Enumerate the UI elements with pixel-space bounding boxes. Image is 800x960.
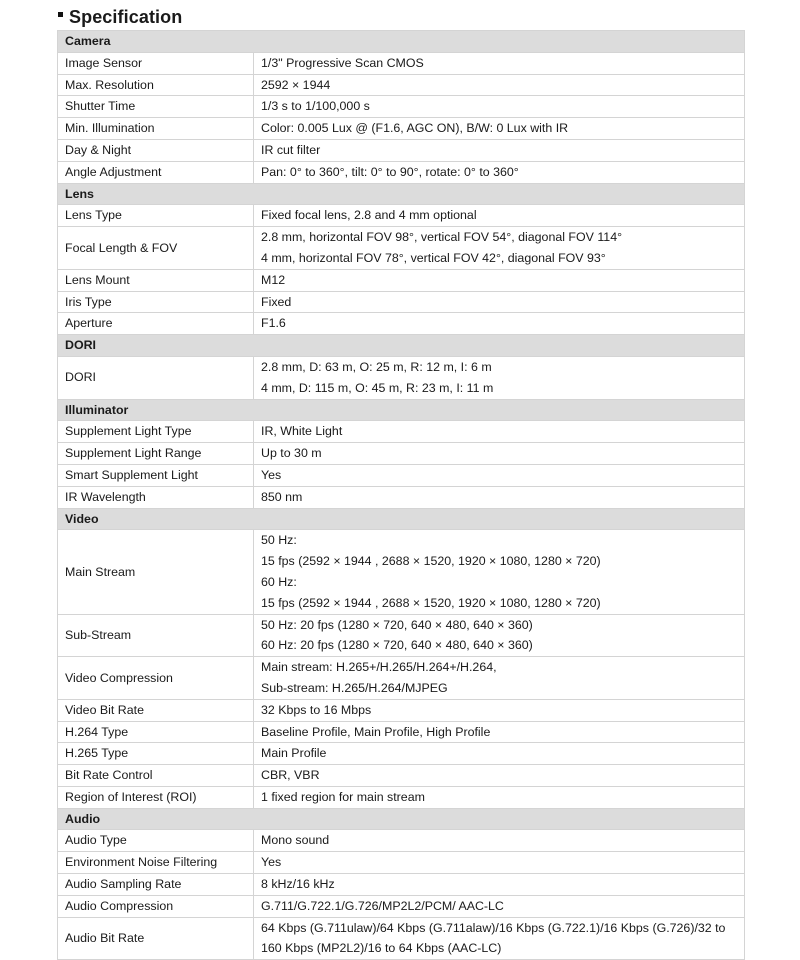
spec-value-line: IR, White Light [261, 424, 343, 439]
table-row [58, 313, 745, 335]
section-title: Lens [58, 183, 745, 205]
table-row [58, 291, 745, 313]
spec-value-line: Main stream: H.265+/H.265/H.264+/H.264, [261, 660, 497, 675]
table-row [58, 830, 745, 852]
spec-value [254, 743, 745, 765]
spec-label: Image Sensor [58, 52, 254, 74]
spec-value [254, 852, 745, 874]
spec-value-line: 4 mm, horizontal FOV 78°, vertical FOV 42°, diagonal FOV 93° [261, 250, 606, 265]
section-title: Illuminator [58, 399, 745, 421]
spec-value [254, 917, 745, 960]
spec-value-line: Baseline Profile, Main Profile, High Profile [261, 724, 491, 739]
spec-value [254, 699, 745, 721]
table-row [58, 699, 745, 721]
table-row [58, 139, 745, 161]
table-row [58, 786, 745, 808]
spec-value-line: 1/3 s to 1/100,000 s [261, 99, 370, 114]
spec-value [254, 464, 745, 486]
table-row [58, 874, 745, 896]
title-bullet-icon [58, 12, 63, 17]
spec-value-line: Mono sound [261, 833, 330, 848]
spec-label: Lens Type [58, 205, 254, 227]
spec-label: Main Stream [58, 530, 254, 614]
spec-value-line: G.711/G.722.1/G.726/MP2L2/PCM/ AAC-LC [261, 898, 504, 913]
spec-label: Audio Type [58, 830, 254, 852]
spec-value-line: 64 Kbps (G.711ulaw)/64 Kbps (G.711alaw)/16 Kbps (G.722.1)/16 Kbps (G.726)/32 to [261, 920, 726, 935]
spec-value-line: 850 nm [261, 489, 303, 504]
spec-table-body [58, 31, 745, 960]
table-row [58, 443, 745, 465]
spec-value-line: 50 Hz: 20 fps (1280 × 720, 640 × 480, 640 × 360) [261, 617, 533, 632]
spec-value [254, 269, 745, 291]
spec-value [254, 291, 745, 313]
spec-value [254, 874, 745, 896]
spec-value-line: Color: 0.005 Lux @ (F1.6, AGC ON), B/W: 0 Lux with IR [261, 121, 569, 136]
spec-title [58, 7, 182, 28]
spec-value-line: 1 fixed region for main stream [261, 789, 425, 804]
spec-value [254, 830, 745, 852]
spec-label: Video Bit Rate [58, 699, 254, 721]
spec-label: Shutter Time [58, 96, 254, 118]
spec-value-line: 160 Kbps (MP2L2)/16 to 64 Kbps (AAC-LC) [261, 941, 502, 956]
spec-value-line: 2.8 mm, horizontal FOV 98°, vertical FOV 54°, diagonal FOV 114° [261, 230, 623, 245]
spec-label: Audio Sampling Rate [58, 874, 254, 896]
spec-label: Lens Mount [58, 269, 254, 291]
table-row [58, 614, 745, 657]
spec-value [254, 486, 745, 508]
spec-value-line: 15 fps (2592 × 1944 , 2688 × 1520, 1920 × 1080, 1280 × 720) [261, 595, 601, 610]
spec-label: Focal Length & FOV [58, 227, 254, 270]
spec-title-text: Specification [69, 7, 183, 27]
table-row [58, 895, 745, 917]
spec-label: Iris Type [58, 291, 254, 313]
table-row [58, 74, 745, 96]
spec-value-line: Fixed focal lens, 2.8 and 4 mm optional [261, 208, 477, 223]
spec-value [254, 895, 745, 917]
spec-label: IR Wavelength [58, 486, 254, 508]
table-row [58, 227, 745, 270]
table-row [58, 464, 745, 486]
spec-label: Region of Interest (ROI) [58, 786, 254, 808]
spec-value-line: 32 Kbps to 16 Mbps [261, 702, 372, 717]
section-title: Camera [58, 31, 745, 53]
spec-value-line: 50 Hz: [261, 533, 297, 548]
table-row [58, 421, 745, 443]
spec-value [254, 52, 745, 74]
section-title: Audio [58, 808, 745, 830]
spec-value-line: 60 Hz: [261, 574, 297, 589]
section-header-audio [58, 808, 745, 830]
spec-value [254, 139, 745, 161]
spec-value [254, 721, 745, 743]
table-row [58, 161, 745, 183]
spec-value-line: 4 mm, D: 115 m, O: 45 m, R: 23 m, I: 11 m [261, 380, 494, 395]
spec-label: Environment Noise Filtering [58, 852, 254, 874]
spec-value-line: 2.8 mm, D: 63 m, O: 25 m, R: 12 m, I: 6 m [261, 359, 492, 374]
spec-value-line: Yes [261, 855, 282, 870]
spec-label: Day & Night [58, 139, 254, 161]
table-row [58, 205, 745, 227]
spec-value-line: Main Profile [261, 746, 327, 761]
table-row [58, 96, 745, 118]
spec-label: Max. Resolution [58, 74, 254, 96]
spec-value-line: 8 kHz/16 kHz [261, 877, 335, 892]
spec-value-line: IR cut filter [261, 142, 321, 157]
table-row [58, 917, 745, 960]
spec-value [254, 161, 745, 183]
spec-value [254, 356, 745, 399]
section-header-dori [58, 335, 745, 357]
spec-value [254, 443, 745, 465]
spec-value [254, 765, 745, 787]
spec-label: Video Compression [58, 657, 254, 700]
spec-value [254, 313, 745, 335]
spec-label: Sub-Stream [58, 614, 254, 657]
spec-value [254, 614, 745, 657]
section-header-camera [58, 31, 745, 53]
spec-value [254, 530, 745, 614]
spec-value-line: 2592 × 1944 [261, 77, 331, 92]
section-header-video [58, 508, 745, 530]
spec-label: Supplement Light Range [58, 443, 254, 465]
section-header-illuminator [58, 399, 745, 421]
table-row [58, 118, 745, 140]
section-title: Video [58, 508, 745, 530]
spec-label: Audio Bit Rate [58, 917, 254, 960]
table-row [58, 765, 745, 787]
table-row [58, 743, 745, 765]
spec-label: H.265 Type [58, 743, 254, 765]
spec-label: Aperture [58, 313, 254, 335]
section-header-lens [58, 183, 745, 205]
table-row [58, 486, 745, 508]
table-row [58, 657, 745, 700]
table-row [58, 721, 745, 743]
spec-label: Supplement Light Type [58, 421, 254, 443]
spec-value-line: Pan: 0° to 360°, tilt: 0° to 90°, rotate: 0° to 360° [261, 164, 519, 179]
spec-value-line: Up to 30 m [261, 446, 322, 461]
table-row [58, 530, 745, 614]
spec-value [254, 205, 745, 227]
spec-value-line: CBR, VBR [261, 768, 320, 783]
spec-value-line: 1/3" Progressive Scan CMOS [261, 55, 424, 70]
spec-label: Angle Adjustment [58, 161, 254, 183]
spec-value-line: 60 Hz: 20 fps (1280 × 720, 640 × 480, 640 × 360) [261, 638, 533, 653]
spec-table [57, 30, 745, 960]
table-row [58, 356, 745, 399]
spec-value-line: Fixed [261, 294, 292, 309]
spec-label: Audio Compression [58, 895, 254, 917]
spec-value [254, 118, 745, 140]
table-row [58, 269, 745, 291]
spec-value [254, 786, 745, 808]
spec-label: Smart Supplement Light [58, 464, 254, 486]
spec-value [254, 421, 745, 443]
spec-value [254, 227, 745, 270]
spec-label: H.264 Type [58, 721, 254, 743]
section-title: DORI [58, 335, 745, 357]
spec-value-line: Sub-stream: H.265/H.264/MJPEG [261, 680, 448, 695]
spec-label: Min. Illumination [58, 118, 254, 140]
spec-value-line: F1.6 [261, 316, 286, 331]
spec-value [254, 657, 745, 700]
spec-label: DORI [58, 356, 254, 399]
spec-value-line: 15 fps (2592 × 1944 , 2688 × 1520, 1920 × 1080, 1280 × 720) [261, 554, 601, 569]
spec-label: Bit Rate Control [58, 765, 254, 787]
table-row [58, 852, 745, 874]
spec-value-line: Yes [261, 467, 282, 482]
spec-value-line: M12 [261, 272, 286, 287]
spec-value [254, 74, 745, 96]
table-row [58, 52, 745, 74]
spec-value [254, 96, 745, 118]
